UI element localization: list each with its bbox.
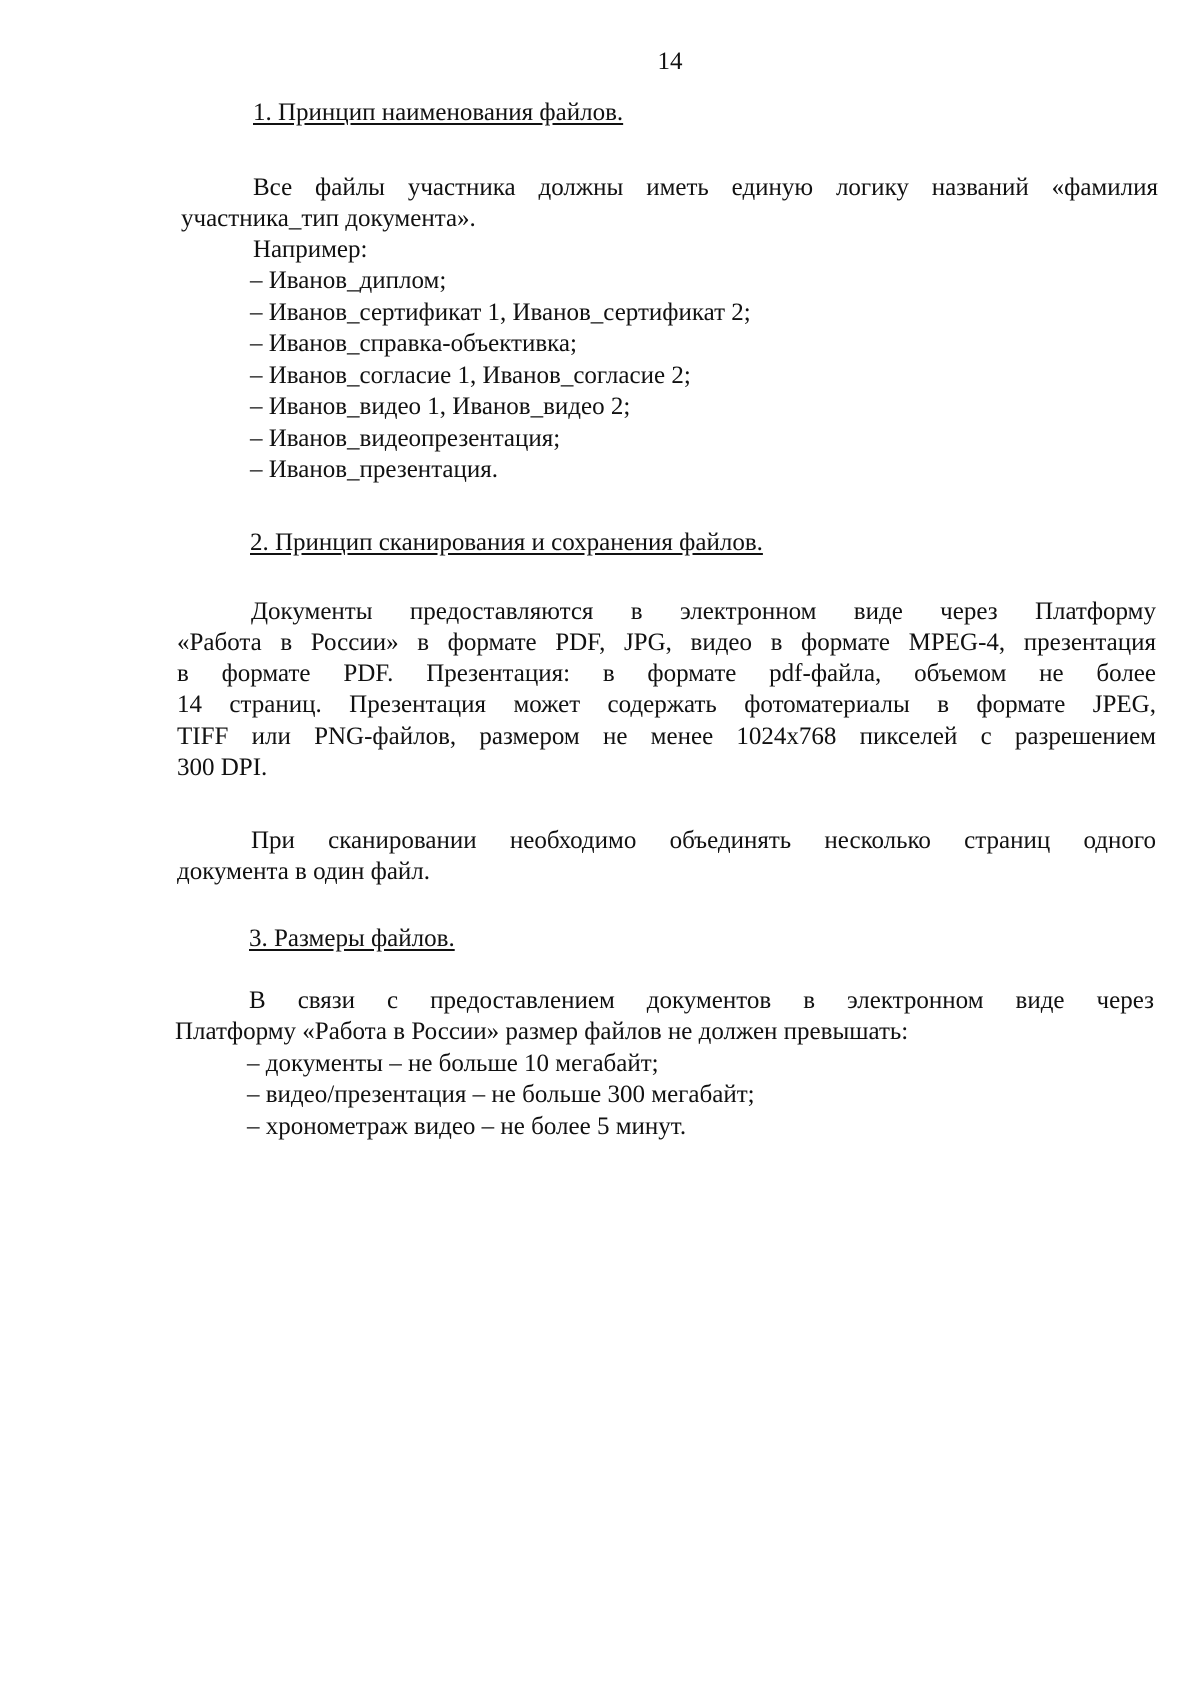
paragraph-line: 300 DPI. (177, 754, 268, 781)
paragraph-line: в формате PDF. Презентация: в формате pdf-файла, объемом не более (177, 660, 1156, 687)
paragraph-line: документа в один файл. (177, 858, 431, 885)
list-item: – Иванов_видеопрезентация; (250, 425, 561, 452)
list-item: – Иванов_диплом; (250, 267, 447, 294)
list-item: – документы – не больше 10 мегабайт; (247, 1050, 659, 1077)
section1-intro-line1: Все файлы участника должны иметь единую логику названий «фамилия (253, 174, 1158, 201)
list-item: – хронометраж видео – не более 5 минут. (247, 1113, 687, 1140)
paragraph-line: 14 страниц. Презентация может содержать фотоматериалы в формате JPEG, (177, 691, 1156, 718)
paragraph-line: Платформу «Работа в России» размер файлов не должен превышать: (175, 1018, 909, 1045)
paragraph-line: При сканировании необходимо объединять несколько страниц одного (251, 827, 1156, 854)
list-item: – видео/презентация – не больше 300 мегабайт; (247, 1081, 755, 1108)
paragraph-line: TIFF или PNG-файлов, размером не менее 1024x768 пикселей с разрешением (177, 723, 1156, 750)
list-item: – Иванов_презентация. (250, 456, 499, 483)
list-item: – Иванов_видео 1, Иванов_видео 2; (250, 393, 631, 420)
section1-example-label: Например: (253, 236, 368, 263)
section2-heading: 2. Принцип сканирования и сохранения файлов. (250, 529, 763, 556)
paragraph-line: «Работа в России» в формате PDF, JPG, видео в формате MPEG-4, презентация (177, 629, 1156, 656)
paragraph-line: В связи с предоставлением документов в электронном виде через (249, 987, 1154, 1014)
section1-heading: 1. Принцип наименования файлов. (253, 99, 624, 126)
section3-heading: 3. Размеры файлов. (249, 925, 455, 952)
section1-intro-line2: участника_тип документа». (181, 205, 476, 232)
list-item: – Иванов_сертификат 1, Иванов_сертификат 2; (250, 299, 751, 326)
page-number: 14 (657, 48, 683, 75)
list-item: – Иванов_согласие 1, Иванов_согласие 2; (250, 362, 691, 389)
list-item: – Иванов_справка-объективка; (250, 330, 577, 357)
paragraph-line: Документы предоставляются в электронном виде через Платформу (251, 598, 1156, 625)
